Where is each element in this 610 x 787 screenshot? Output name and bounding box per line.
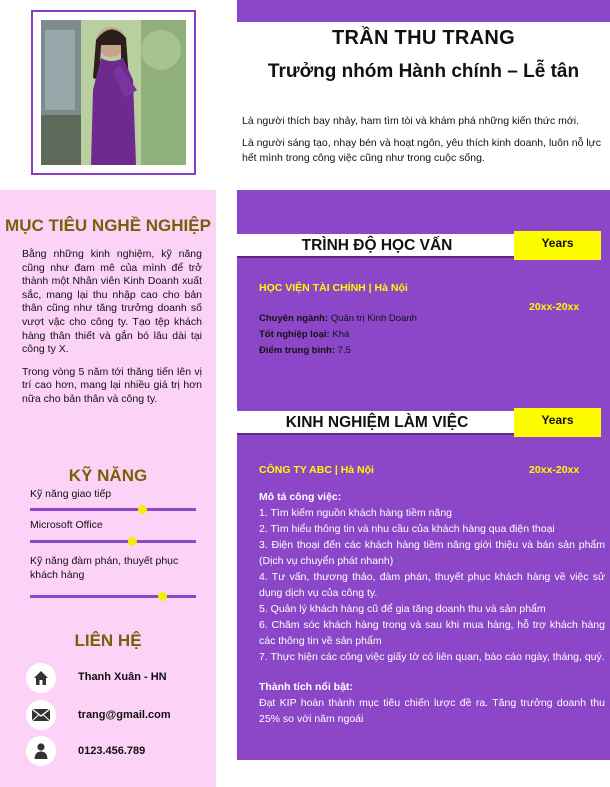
header-accent-bar bbox=[237, 0, 610, 22]
education-details bbox=[259, 311, 417, 359]
about-paragraph: Là người thích bay nhảy, ham tìm tòi và khám phá những kiến thức mới. bbox=[242, 115, 579, 127]
task-item: 1. Tìm kiếm nguồn khách hàng tiềm năng bbox=[259, 507, 453, 519]
education-grade-row bbox=[259, 327, 417, 343]
task-item: 4. Tư vấn, thương thảo, đàm phán, thuyết phục khách hàng về việc sử dụng dịch vụ của công ty. bbox=[259, 571, 605, 599]
profile-photo bbox=[31, 10, 196, 175]
task-item: 2. Tìm hiểu thông tin và nhu cầu của khách hàng qua điện thoại bbox=[259, 523, 555, 535]
achievement-text: Đạt KIP hoàn thành mục tiêu chiến lược đề ra. Tăng trưởng doanh thu 25% so với năm ngoái bbox=[259, 697, 605, 725]
education-major-label: Chuyên ngành: bbox=[259, 313, 329, 324]
objective-text bbox=[22, 248, 202, 416]
skill-label: Kỹ năng giao tiếp bbox=[30, 488, 112, 500]
education-grade: Khá bbox=[332, 329, 350, 340]
education-grade-label: Tốt nghiệp loại: bbox=[259, 329, 330, 340]
education-gpa: 7.5 bbox=[337, 345, 351, 356]
job-description-label: Mô tả công việc: bbox=[259, 491, 342, 503]
profile-photo-image bbox=[41, 20, 186, 165]
home-icon-circle bbox=[26, 663, 56, 693]
objective-heading: MỤC TIÊU NGHỀ NGHIỆP bbox=[5, 216, 211, 235]
experience-company: CÔNG TY ABC | Hà Nội bbox=[259, 464, 374, 476]
mail-icon bbox=[31, 705, 51, 725]
objective-paragraph: Trong vòng 5 năm tới thăng tiến lên vị trí cao hơn, mang lại nhiều giá trị hơn nữa cho bản thân và công ty. bbox=[22, 365, 202, 405]
person-icon bbox=[31, 741, 51, 761]
home-icon bbox=[31, 668, 51, 688]
contact-email: trang@gmail.com bbox=[78, 709, 171, 721]
education-gpa-label: Điểm trung bình: bbox=[259, 345, 335, 356]
candidate-name: TRẦN THU TRANG bbox=[331, 27, 516, 49]
task-item: 7. Thực hiện các công việc giấy tờ có liên quan, báo cáo ngày, tháng, quý. bbox=[259, 651, 605, 663]
experience-heading: KINH NGHIỆM LÀM VIỆC bbox=[285, 414, 469, 431]
achievement-label: Thành tích nổi bật: bbox=[259, 681, 353, 693]
education-major-row bbox=[259, 311, 417, 327]
education-gpa-row bbox=[259, 343, 417, 359]
skill-label: Kỹ năng đàm phán, thuyết phục khách hàng bbox=[30, 555, 179, 581]
skill-bar bbox=[30, 540, 196, 543]
experience-years-box: Years bbox=[514, 408, 601, 437]
contact-address: Thanh Xuân - HN bbox=[78, 671, 167, 683]
job-title: Trưởng nhóm Hành chính – Lễ tân bbox=[267, 61, 580, 82]
education-heading: TRÌNH ĐỘ HỌC VẤN bbox=[301, 237, 453, 254]
experience-period: 20xx-20xx bbox=[529, 464, 580, 476]
education-major: Quản trị Kinh Doanh bbox=[330, 313, 417, 324]
objective-paragraph: Bằng những kinh nghiệm, kỹ năng cũng như đam mê của mình để trở thành một Nhân viên Kinh Doanh xuất sắc, mang lại thu nhập cao cho bản thân cũng như tăng trưởng doanh số vượt vậc cho công ty. Tạo tệp khách hàng thân thiết và gắn bó lâu dài tại công ty X. bbox=[22, 248, 202, 356]
contact-phone: 0123.456.789 bbox=[78, 745, 146, 757]
about-section bbox=[242, 114, 604, 173]
experience-description bbox=[259, 489, 605, 727]
task-item: 5. Quản lý khách hàng cũ để gia tăng doanh thu và sản phẩm bbox=[259, 603, 546, 615]
skill-label: Microsoft Office bbox=[30, 519, 103, 531]
skills-heading: KỸ NĂNG bbox=[68, 466, 148, 485]
skill-bar bbox=[30, 595, 196, 598]
education-years-box: Years bbox=[514, 231, 601, 260]
person-icon-circle bbox=[26, 736, 56, 766]
about-paragraph: Là người sáng tạo, nhạy bén và hoạt ngôn, yêu thích kinh doanh, luôn nỗ lực hết mình trong công việc cũng như trong cuộc sống. bbox=[242, 137, 601, 164]
mail-icon-circle bbox=[26, 700, 56, 730]
contact-heading: LIÊN HỆ bbox=[74, 631, 142, 650]
task-item: 3. Điện thoại đến các khách hàng tiềm năng giới thiệu và bán sản phẩm (Dịch vụ chuyển phát nhanh) bbox=[259, 539, 605, 567]
education-school: HỌC VIỆN TÀI CHÍNH | Hà Nội bbox=[259, 282, 408, 294]
education-period: 20xx-20xx bbox=[529, 301, 580, 313]
task-item: 6. Chăm sóc khách hàng trong và sau khi mua hàng, hỗ trợ khách hàng các thông tin về sản phẩm bbox=[259, 619, 605, 647]
skill-bar bbox=[30, 508, 196, 511]
